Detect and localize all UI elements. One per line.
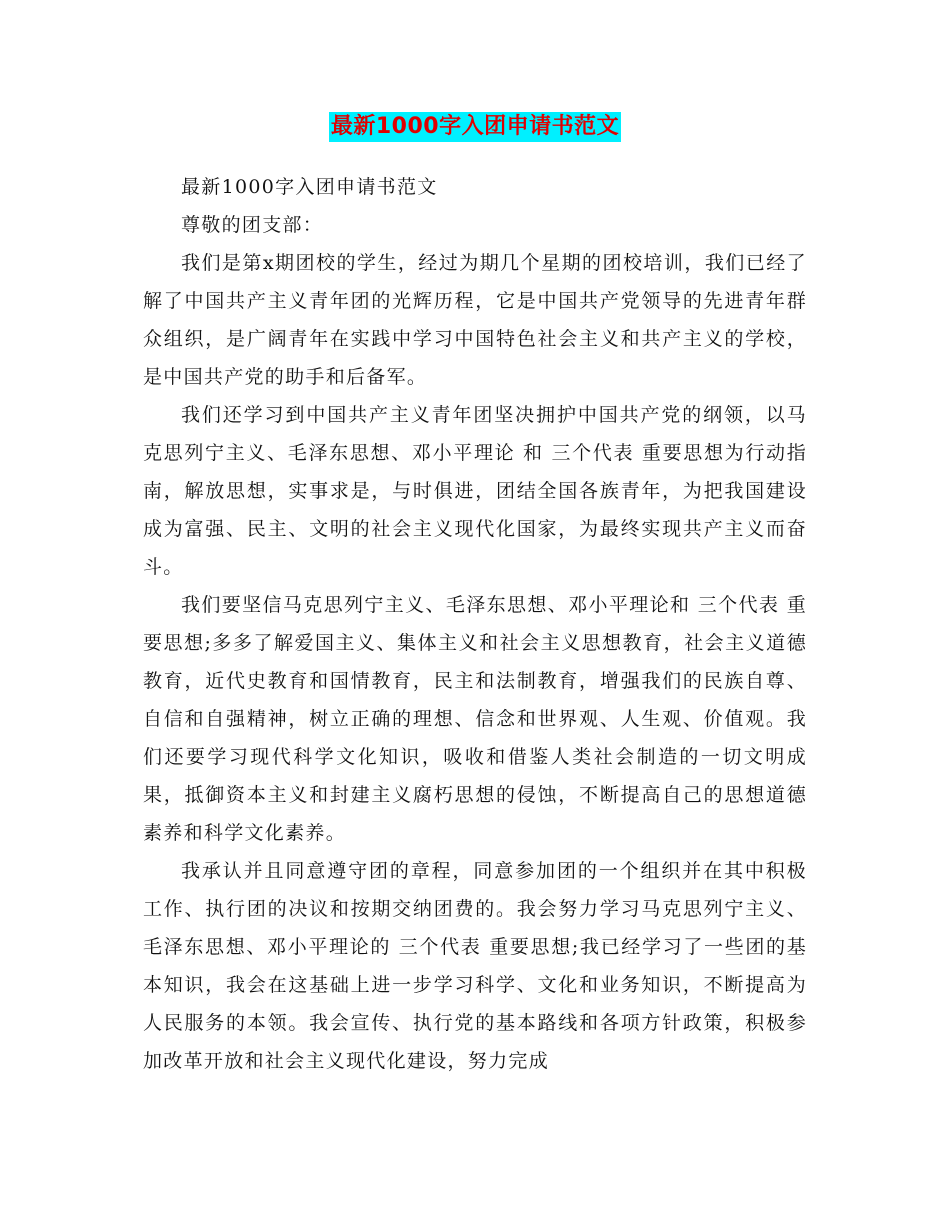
paragraph-heading: 最新1000字入团申请书范文 (181, 176, 438, 198)
paragraph: 我承认并且同意遵守团的章程，同意参加团的一个组织并在其中积极工作、执行团的决议和按期交纳团费的。我会努力学习马克思列宁主义、毛泽东思想、邓小平理论的 三个代表 重要思想;我已经学习了一些团的基本知识，我会在这基础上进一步学习科学、文化和业务知识，不断提高为人民服务的本领。我会宣传、执行党的基本路线和各项方针政策，积极参加改革开放和社会主义现代化建设，努力完成 (143, 860, 807, 1072)
paragraph-salutation: 尊敬的团支部： (181, 214, 324, 236)
paragraph: 我们还学习到中国共产主义青年团坚决拥护中国共产党的纲领，以马克思列宁主义、毛泽东思想、邓小平理论 和 三个代表 重要思想为行动指南，解放思想，实事求是，与时俱进，团结全国各族青年，为把我国建设成为富强、民主、文明的社会主义现代化国家，为最终实现共产主义而奋斗。 (143, 404, 807, 578)
document-body (143, 168, 807, 1080)
paragraph: 我们要坚信马克思列宁主义、毛泽东思想、邓小平理论和 三个代表 重要思想;多多了解爱国主义、集体主义和社会主义思想教育，社会主义道德教育，近代史教育和国情教育，民主和法制教育，增强我们的民族自尊、自信和自强精神，树立正确的理想、信念和世界观、人生观、价值观。我们还要学习现代科学文化知识，吸收和借鉴人类社会制造的一切文明成果，抵御资本主义和封建主义腐朽思想的侵蚀，不断提高自己的思想道德素养和科学文化素养。 (143, 594, 807, 844)
title-container (0, 112, 950, 142)
document-title: 最新1000字入团申请书范文 (329, 112, 621, 142)
paragraph: 我们是第x期团校的学生，经过为期几个星期的团校培训，我们已经了解了中国共产主义青年团的光辉历程，它是中国共产党领导的先进青年群众组织，是广阔青年在实践中学习中国特色社会主义和共产主义的学校，是中国共产党的助手和后备军。 (143, 252, 807, 388)
